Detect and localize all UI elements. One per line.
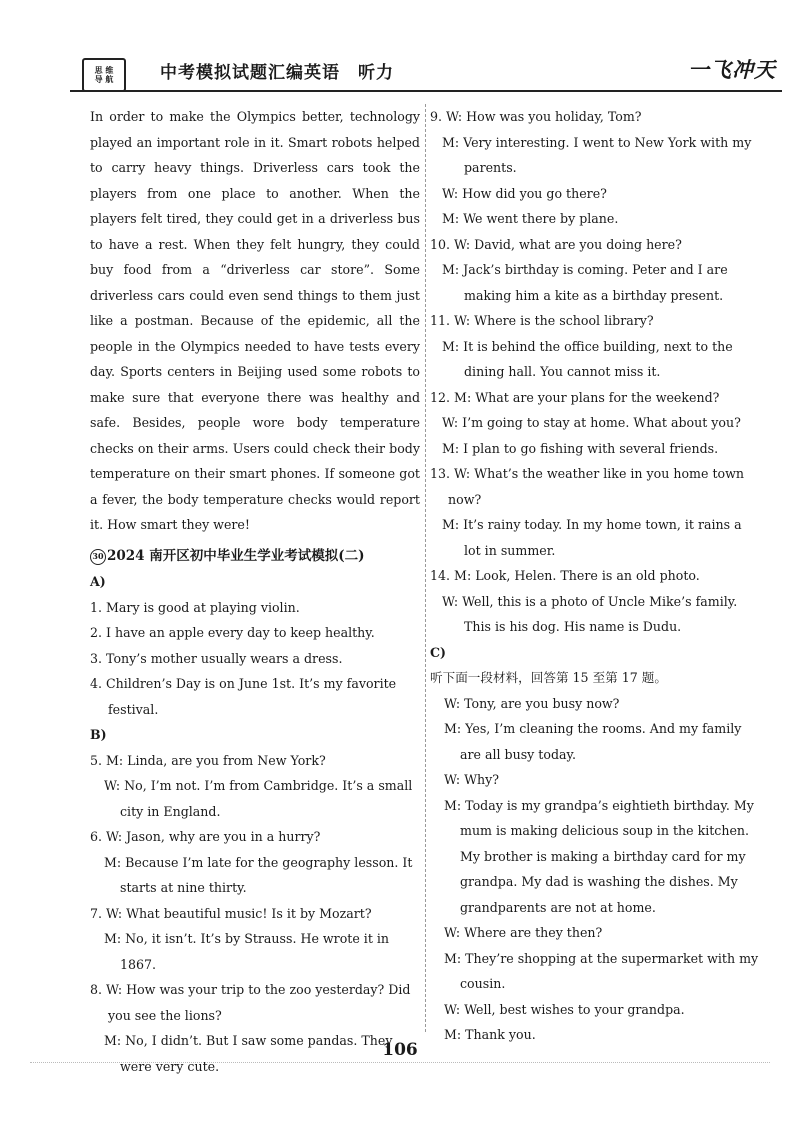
dialogue-line (430, 385, 762, 411)
dialogue-text: M: Look, Helen. There is an old photo. (454, 568, 700, 583)
b-question: 5. M: Linda, are you from New York? (90, 752, 326, 768)
dialogue-line: W: Well, this is a photo of Uncle Mike’s family. This is his dog. His name is Dudu. (442, 593, 738, 634)
dialogue-text: W: Where is the school library? (454, 313, 654, 328)
column-divider (425, 104, 426, 1032)
dialogue-9 (430, 104, 762, 232)
page-header (70, 50, 782, 92)
dialogue-line (430, 461, 762, 512)
dialogue-line: M: Jack’s birthday is coming. Peter and I are making him a kite as a birthday present. (442, 262, 728, 303)
reading-passage: In order to make the Olympics better, technology played an important role in it. Smart robots helped to carry heavy things. Driverless cars took the players from one place to another. When the players felt tired, they could get in a driverless bus to have a rest. When they felt hungry, they could buy food from a “driverless car store”. Some driverless cars could even send things to them just like a postman. Because of the epidemic, all the people in the Olympics needed to have tests every day. Sports centers in Beijing used some robots to make sure that everyone there was healthy and safe. Besides, people wore body temperature checks on their arms. Users could check their body temperature on their smart phones. If someone got a fever, the body temperature checks would report it. How smart they were! (90, 109, 420, 532)
dialogue-10 (430, 232, 762, 309)
dialogue-number: 14. (430, 568, 451, 583)
section-b-label: B) (90, 727, 107, 742)
dialogue-line (430, 232, 762, 258)
a-item: 1. Mary is good at playing violin. (90, 599, 300, 615)
header-title: 中考模拟试题汇编英语 听力 (160, 63, 394, 83)
dialogue-line: W: I’m going to stay at home. What about you? (442, 415, 741, 430)
footer-rule (30, 1062, 770, 1063)
a-item: 3. Tony’s mother usually wears a dress. (90, 650, 343, 666)
dialogue-line: W: How did you go there? (442, 185, 607, 201)
left-column (90, 104, 420, 1079)
test-number-badge: 30 (90, 549, 106, 565)
dialogue-text: M: What are your plans for the weekend? (454, 389, 720, 405)
dialogue-line: M: Very interesting. I went to New York with my parents. (442, 134, 752, 175)
c-dialogue-line: M: They’re shopping at the supermarket with my cousin. (444, 950, 759, 991)
right-column (430, 104, 762, 1048)
test-heading (90, 544, 420, 570)
c-dialogue-line: W: Why? (444, 772, 500, 787)
dialogue-12 (430, 385, 762, 462)
dialogue-number: 11. (430, 313, 451, 328)
dialogue-line: M: We went there by plane. (442, 211, 619, 226)
dialogue-text: W: How was you holiday, Tom? (446, 109, 642, 124)
section-c-label: C) (430, 644, 446, 660)
c-dialogue-line: W: Well, best wishes to your grandpa. (444, 1001, 685, 1017)
c-dialogue-line: W: Where are they then? (444, 925, 603, 940)
dialogue-line (430, 104, 762, 130)
dialogue-number: 12. (430, 389, 451, 405)
c-dialogue-line: W: Tony, are you busy now? (444, 695, 620, 711)
dialogue-number: 13. (430, 466, 451, 481)
dialogue-line (430, 308, 762, 334)
a-item: 4. Children’s Day is on June 1st. It’s my favorite festival. (90, 676, 397, 717)
header-brand: 一飞冲天 (688, 57, 776, 82)
c-dialogue-line: M: Thank you. (444, 1027, 536, 1042)
book-logo (82, 58, 126, 92)
dialogue-text: W: David, what are you doing here? (454, 236, 682, 252)
b-answer: M: No, I didn’t. But I saw some pandas. They were very cute. (104, 1033, 393, 1074)
b-question: 8. W: How was your trip to the zoo yesterday? Did you see the lions? (90, 982, 411, 1023)
logo-line-2: 导 航 (94, 74, 114, 84)
dialogue-line (430, 563, 762, 589)
dialogue-text: W: What’s the weather like in you home town now? (448, 466, 744, 507)
dialogue-14 (430, 563, 762, 640)
dialogue-number: 9. (430, 109, 443, 124)
test-title: 2024 南开区初中毕业生学业考试模拟(二) (107, 547, 365, 564)
dialogue-line: M: It is behind the office building, next to the dining hall. You cannot miss it. (442, 338, 733, 379)
header-rule (70, 90, 782, 92)
c-dialogue-line: M: Yes, I’m cleaning the rooms. And my family are all busy today. (444, 721, 742, 762)
a-item: 2. I have an apple every day to keep healthy. (90, 625, 375, 640)
dialogue-11 (430, 308, 762, 385)
section-c-instruction: 听下面一段材料，回答第 15 至第 17 题。 (430, 670, 667, 685)
c-dialogue-line: M: Today is my grandpa’s eightieth birthday. My mum is making delicious soup in the kitchen. My brother is making a birthday card for my grandpa. My dad is washing the dishes. My grandparents are not at home. (444, 797, 754, 915)
b-question: 6. W: Jason, why are you in a hurry? (90, 829, 321, 844)
dialogue-number: 10. (430, 236, 451, 252)
b-answer: M: No, it isn’t. It’s by Strauss. He wrote it in 1867. (104, 931, 390, 972)
page-number: 106 (382, 1040, 418, 1060)
b-answer: M: Because I’m late for the geography lesson. It starts at nine thirty. (104, 854, 413, 895)
section-a-label: A) (90, 574, 106, 589)
dialogue-13 (430, 461, 762, 563)
logo-line-1: 思 维 (94, 65, 114, 75)
b-answer: W: No, I’m not. I’m from Cambridge. It’s a small city in England. (104, 778, 413, 819)
b-question: 7. W: What beautiful music! Is it by Mozart? (90, 905, 372, 921)
dialogue-line: M: It’s rainy today. In my home town, it rains a lot in summer. (442, 517, 742, 558)
dialogue-line: M: I plan to go fishing with several friends. (442, 440, 719, 456)
